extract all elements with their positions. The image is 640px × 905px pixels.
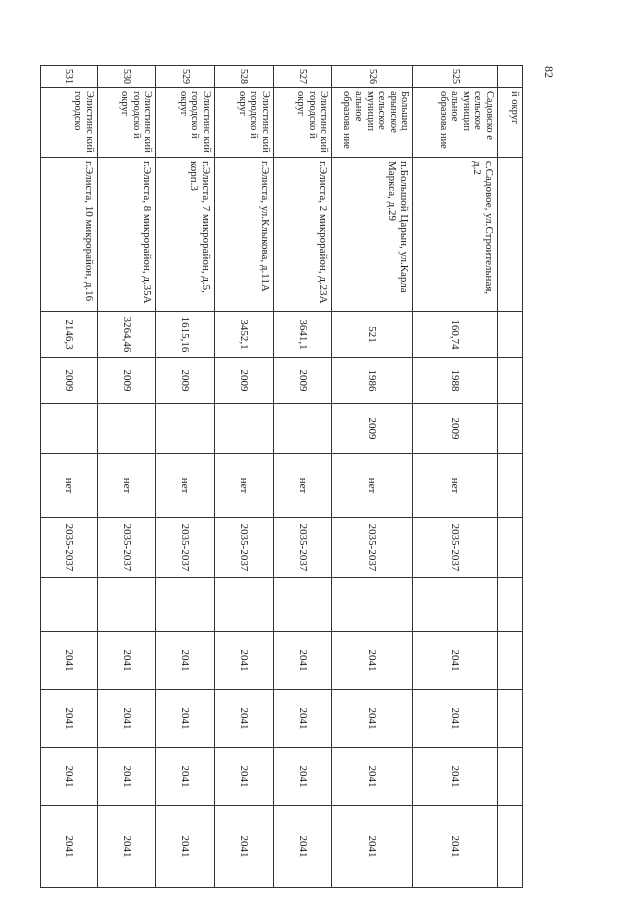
year-cell: 2041 [215,806,274,888]
survey-year-cell [215,404,274,454]
address-cell: г.Элиста, 7 микрорайон, д.5, корп.3 [156,158,215,312]
survey-year-cell [41,404,98,454]
survey-year-cell: 2009 [413,404,498,454]
table-row [97,66,156,888]
table-cell [498,690,523,748]
year-cell: 2041 [273,806,332,888]
year-cell: 2041 [97,632,156,690]
empty-cell [97,578,156,632]
table-row [273,66,332,888]
table-cell [498,312,523,358]
year-cell: 2041 [97,806,156,888]
district-cell: Элистинс кий городско й округ [156,88,215,158]
row-number: 530 [97,66,156,88]
empty-cell [273,578,332,632]
address-cell: с.Садовое, ул.Строительная, д.2 [413,158,498,312]
row-number: 531 [41,66,98,88]
district-fragment: й округ [498,88,523,158]
table-row [41,66,98,888]
housing-table [40,65,523,888]
survey-year-cell [97,404,156,454]
year-built-cell: 2009 [97,358,156,404]
emergency-status-cell: нет [156,454,215,518]
year-cell: 2041 [332,806,413,888]
area-cell: 2146,3 [41,312,98,358]
address-cell: г.Элиста, 8 микрорайон, д.35А [97,158,156,312]
year-cell: 2041 [41,748,98,806]
year-cell: 2041 [156,690,215,748]
year-cell: 2041 [41,690,98,748]
survey-year-cell [156,404,215,454]
year-cell: 2041 [97,748,156,806]
empty-cell [332,578,413,632]
table-cell [498,806,523,888]
district-cell: Элистинс кий городско й округ [215,88,274,158]
table-row [413,66,498,888]
period-cell: 2035-2037 [413,518,498,578]
year-cell: 2041 [332,632,413,690]
table-cell [498,578,523,632]
year-built-cell: 2009 [215,358,274,404]
year-cell: 2041 [332,748,413,806]
area-cell: 521 [332,312,413,358]
year-cell: 2041 [413,748,498,806]
table-cell [498,158,523,312]
district-cell: Садовско е сельское муницип альное образова ние [413,88,498,158]
address-cell: г.Элиста, 10 микрорайон, д.16 [41,158,98,312]
table-cell [498,454,523,518]
year-built-cell: 1988 [413,358,498,404]
district-cell: Большец арынское сельское муницип альное образова ние [332,88,413,158]
table-cell [498,632,523,690]
area-cell: 3641,1 [273,312,332,358]
year-cell: 2041 [41,632,98,690]
district-cell: Элистинс кий городско [41,88,98,158]
year-cell: 2041 [332,690,413,748]
page-number: 82 [542,66,556,78]
year-built-cell: 2009 [156,358,215,404]
row-number: 529 [156,66,215,88]
year-cell: 2041 [215,632,274,690]
year-cell: 2041 [97,690,156,748]
year-built-cell: 1986 [332,358,413,404]
emergency-status-cell: нет [41,454,98,518]
address-cell: п.Большой Царын, ул.Карла Маркса, д.29 [332,158,413,312]
year-cell: 2041 [156,806,215,888]
address-cell: г.Элиста, ул.Клыкова, д.11А [215,158,274,312]
year-cell: 2041 [215,690,274,748]
table-cell [498,66,523,88]
empty-cell [215,578,274,632]
survey-year-cell: 2009 [332,404,413,454]
table-cell [498,358,523,404]
year-cell: 2041 [413,632,498,690]
emergency-status-cell: нет [332,454,413,518]
year-built-cell: 2009 [273,358,332,404]
year-cell: 2041 [215,748,274,806]
district-cell: Элистинс кий городско й округ [273,88,332,158]
district-cell: Элистинс кий городско й округ [97,88,156,158]
period-cell: 2035-2037 [156,518,215,578]
rotated-table-container [40,65,523,887]
year-cell: 2041 [413,806,498,888]
survey-year-cell [273,404,332,454]
area-cell: 3452,1 [215,312,274,358]
year-built-cell: 2009 [41,358,98,404]
period-cell: 2035-2037 [332,518,413,578]
row-number: 525 [413,66,498,88]
table-row-header-fragment [498,66,523,888]
year-cell: 2041 [273,690,332,748]
period-cell: 2035-2037 [215,518,274,578]
table-row [156,66,215,888]
table-row [332,66,413,888]
table-body [41,66,523,888]
table-wrapper [40,65,523,887]
period-cell: 2035-2037 [41,518,98,578]
year-cell: 2041 [273,632,332,690]
row-number: 528 [215,66,274,88]
table-cell [498,404,523,454]
year-cell: 2041 [156,632,215,690]
emergency-status-cell: нет [273,454,332,518]
row-number: 526 [332,66,413,88]
area-cell: 160,74 [413,312,498,358]
year-cell: 2041 [273,748,332,806]
row-number: 527 [273,66,332,88]
table-cell [498,748,523,806]
empty-cell [41,578,98,632]
period-cell: 2035-2037 [273,518,332,578]
emergency-status-cell: нет [215,454,274,518]
table-row [215,66,274,888]
emergency-status-cell: нет [413,454,498,518]
area-cell: 1615,16 [156,312,215,358]
table-cell [498,518,523,578]
year-cell: 2041 [156,748,215,806]
address-cell: г.Элиста, 2 микрорайон, д.23А [273,158,332,312]
empty-cell [413,578,498,632]
period-cell: 2035-2037 [97,518,156,578]
year-cell: 2041 [413,690,498,748]
area-cell: 3264,46 [97,312,156,358]
emergency-status-cell: нет [97,454,156,518]
year-cell: 2041 [41,806,98,888]
empty-cell [156,578,215,632]
